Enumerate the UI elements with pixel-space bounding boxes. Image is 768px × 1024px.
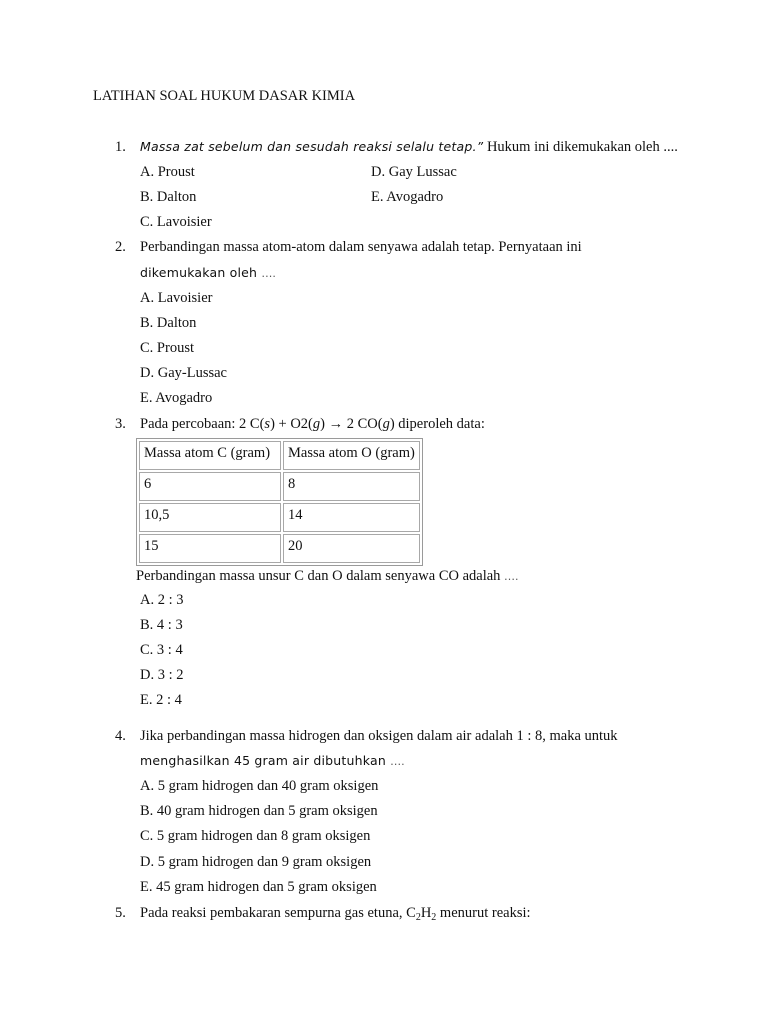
table-cell: 20 (283, 534, 420, 563)
q3-question-text: Perbandingan massa unsur C dan O dalam senyawa CO adalah (136, 568, 505, 584)
q3-reaction-part: Pada percobaan: 2 C( (140, 416, 265, 432)
q1-text (140, 138, 678, 156)
q5-number: 5. (115, 905, 126, 921)
q3-number: 3. (115, 416, 126, 432)
q2-line2-text: dikemukakan oleh (140, 265, 262, 280)
q3-state-g: g (382, 416, 390, 432)
q1-option-c: C. Lavoisier (140, 214, 212, 230)
table-row (139, 472, 420, 501)
q5-text-part: menurut reaksi: (436, 905, 531, 921)
document-title: LATIHAN SOAL HUKUM DASAR KIMIA (93, 88, 356, 104)
q1-option-a: A. Proust (140, 164, 195, 180)
q2-line1: Perbandingan massa atom-atom dalam senyawa adalah tetap. Pernyataan ini (140, 239, 582, 255)
table-header-row (139, 441, 420, 470)
q3-reaction-part: ) → 2 CO( (320, 416, 383, 432)
q4-line2-text: menghasilkan 45 gram air dibutuhkan (140, 753, 391, 768)
q2-option-c: C. Proust (140, 340, 194, 356)
q3-state-s: s (264, 416, 271, 432)
q3-reaction-part: ) diperoleh data: (389, 416, 485, 432)
mass-data-table (136, 438, 423, 566)
q2-dots: …. (261, 267, 276, 280)
q3-state-g: g (312, 416, 321, 432)
q3-dots: …. (504, 570, 519, 583)
q2-option-b: B. Dalton (140, 315, 197, 331)
q3-question (136, 567, 519, 586)
table-cell: 14 (283, 503, 420, 532)
q3-option-c: C. 3 : 4 (140, 642, 183, 658)
q4-dots: …. (390, 755, 405, 768)
q1-option-d: D. Gay Lussac (371, 164, 457, 180)
q4-number: 4. (115, 728, 126, 744)
q3-option-b: B. 4 : 3 (140, 617, 183, 633)
table-row (139, 503, 420, 532)
q1-rest: Hukum ini dikemukakan oleh .... (483, 139, 678, 155)
q1-option-e: E. Avogadro (371, 189, 444, 205)
q3-option-a: A. 2 : 3 (140, 592, 184, 608)
q2-option-a: A. Lavoisier (140, 290, 213, 306)
q5-subscript: 2 (431, 912, 437, 923)
q3-reaction (140, 415, 485, 433)
q5-subscript: 2 (415, 912, 421, 923)
table-header-cell: Massa atom C (gram) (139, 441, 281, 470)
q4-line1: Jika perbandingan massa hidrogen dan oksigen dalam air adalah 1 : 8, maka untuk (140, 728, 618, 744)
table-cell: 15 (139, 534, 281, 563)
q4-option-a: A. 5 gram hidrogen dan 40 gram oksigen (140, 778, 379, 794)
q4-option-c: C. 5 gram hidrogen dan 8 gram oksigen (140, 828, 371, 844)
q2-option-d: D. Gay-Lussac (140, 365, 227, 381)
q1-quote: Massa zat sebelum dan sesudah reaksi selalu tetap.” (140, 139, 484, 154)
q1-option-b: B. Dalton (140, 189, 197, 205)
table-cell: 8 (283, 472, 420, 501)
q4-option-d: D. 5 gram hidrogen dan 9 gram oksigen (140, 854, 372, 870)
q4-line2 (140, 752, 405, 771)
q3-option-e: E. 2 : 4 (140, 692, 182, 708)
q3-reaction-part: ) + O2( (270, 416, 313, 432)
table-header-cell: Massa atom O (gram) (283, 441, 420, 470)
q2-number: 2. (115, 239, 126, 255)
q5-text-part: Pada reaksi pembakaran sempurna gas etuna, C (140, 905, 416, 921)
q2-line2 (140, 264, 276, 283)
table-row (139, 534, 420, 563)
table-cell: 6 (139, 472, 281, 501)
q5-text (140, 904, 531, 922)
q5-text-part: H (420, 905, 432, 921)
q1-number: 1. (115, 139, 126, 155)
q2-option-e: E. Avogadro (140, 390, 213, 406)
q4-option-e: E. 45 gram hidrogen dan 5 gram oksigen (140, 879, 377, 895)
q3-option-d: D. 3 : 2 (140, 667, 184, 683)
q4-option-b: B. 40 gram hidrogen dan 5 gram oksigen (140, 803, 378, 819)
table-cell: 10,5 (139, 503, 281, 532)
